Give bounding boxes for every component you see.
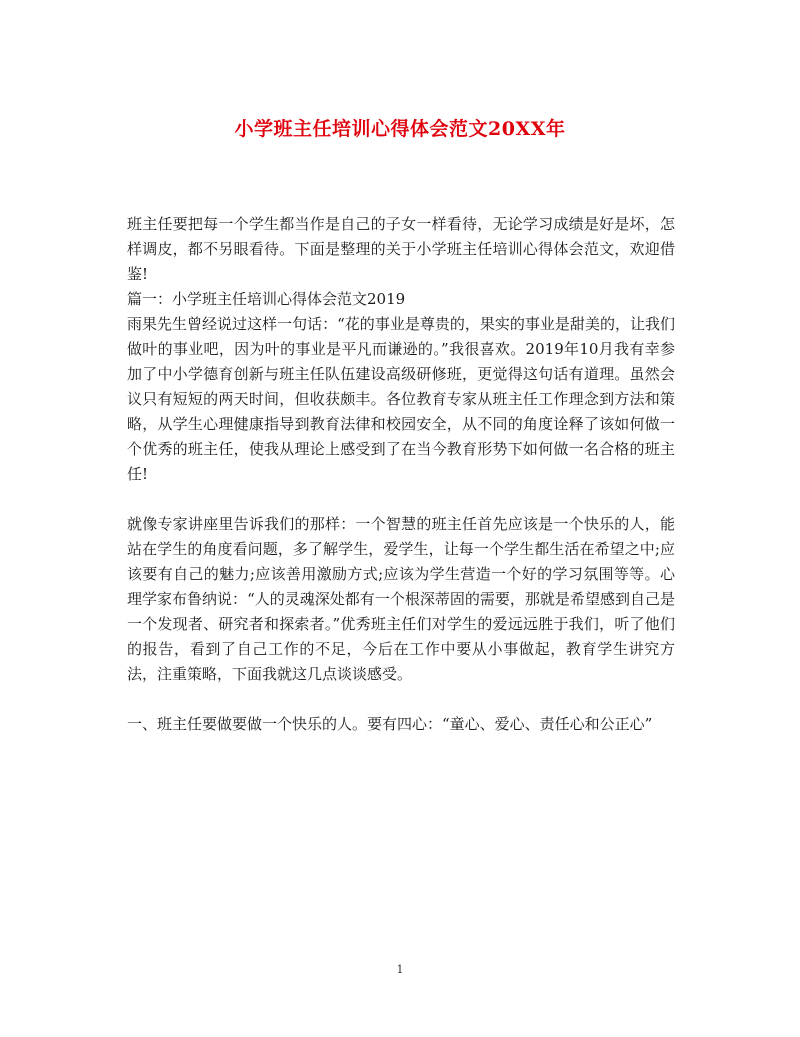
document-body xyxy=(127,212,675,737)
document-title: 小学班主任培训心得体会范文20XX年 xyxy=(234,118,566,140)
section-heading: 篇一：小学班主任培训心得体会范文2019 xyxy=(127,290,406,308)
body-paragraph-3: 一、班主任要做要做一个快乐的人。要有四心：“童心、爱心、责任心和公正心” xyxy=(127,715,653,733)
body-paragraph-1: 雨果先生曾经说过这样一句话：“花的事业是尊贵的，果实的事业是甜美的，让我们做叶的事业吧，因为叶的事业是平凡而谦逊的。”我很喜欢。2019年10月我有幸参加了中小学德育创新与班主任队伍建设高级研修班，更觉得这句话有道理。虽然会议只有短短的两天时间，但收获颇丰。各位教育专家从班主任工作理念到方法和策略，从学生心理健康指导到教育法律和校园安全，从不同的角度诠释了该如何做一个优秀的班主任，使我从理论上感受到了在当今教育形势下如何做一名合格的班主任! xyxy=(127,315,675,483)
intro-paragraph: 班主任要把每一个学生都当作是自己的子女一样看待，无论学习成绩是好是坏，怎样调皮，都不另眼看待。下面是整理的关于小学班主任培训心得体会范文，欢迎借鉴! xyxy=(127,215,675,283)
body-paragraph-2: 就像专家讲座里告诉我们的那样：一个智慧的班主任首先应该是一个快乐的人，能站在学生的角度看问题，多了解学生，爱学生，让每一个学生都生活在希望之中;应该要有自己的魅力;应该善用激励方式;应该为学生营造一个好的学习氛围等等。心理学家布鲁纳说：“人的灵魂深处都有一个根深蒂固的需要，那就是希望感到自己是一个发现者、研究者和探索者。”优秀班主任们对学生的爱远远胜于我们，听了他们的报告，看到了自己工作的不足，今后在工作中要从小事做起，教育学生讲究方法，注重策略，下面我就这几点谈谈感受。 xyxy=(127,515,675,683)
page-number: 1 xyxy=(396,963,404,976)
